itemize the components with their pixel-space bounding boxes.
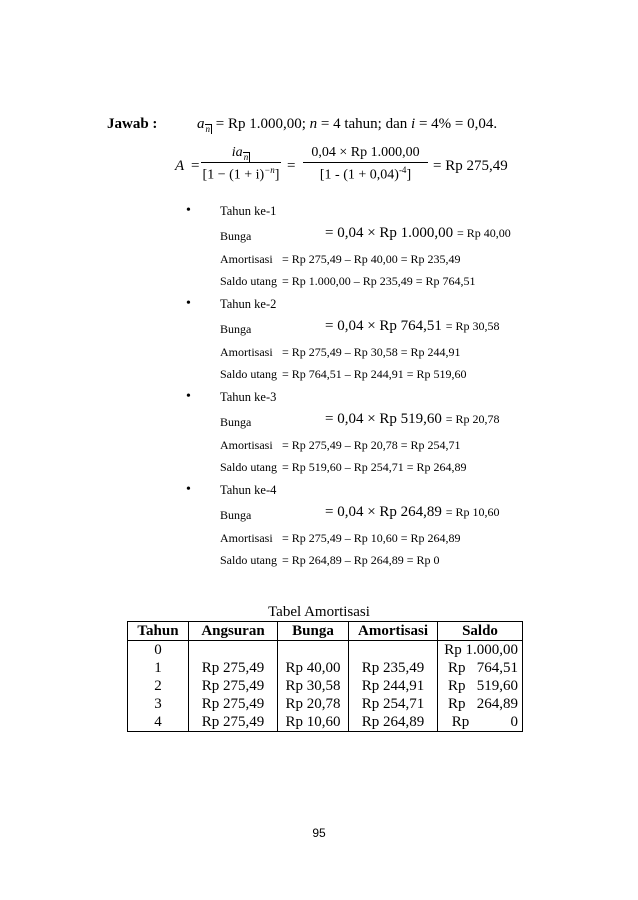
interest-label: Bunga — [220, 415, 252, 429]
interest-calc: = 0,04 × Rp 764,51 = Rp 30,58 — [325, 318, 500, 334]
column-header: Angsuran — [189, 622, 278, 641]
bullet-icon: • — [186, 482, 191, 497]
balance-label: Saldo utang — [220, 367, 277, 381]
balance-label: Saldo utang — [220, 460, 277, 474]
balance-label: Saldo utang — [220, 274, 277, 288]
formula-fraction-numeric: $\frac{0,04 \times Rp 1.000,00}{[1 - (1 + 0,04)^{-4}]}$ — [303, 145, 428, 184]
year-title: Tahun ke-3 — [220, 390, 277, 404]
balance-calc: = Rp 1.000,00 – Rp 235,49 = Rp 764,51 — [282, 274, 476, 288]
year-title: Tahun ke-1 — [220, 204, 277, 218]
page-number: 95 — [312, 826, 326, 840]
year-title: Tahun ke-2 — [220, 297, 277, 311]
amortization-calc: = Rp 275,49 – Rp 40,00 = Rp 235,49 — [282, 252, 461, 266]
bullet-icon: • — [186, 389, 191, 404]
amortization-label: Amortisasi — [220, 531, 273, 545]
formula-fraction-symbolic: $ia_n$ $[1 - (1 + i)^{-n}]$ — [202, 145, 280, 183]
table-row: 2 Rp 275,49 Rp 30,58 Rp 244,91 Rp 519,60 — [128, 677, 523, 695]
interest-label: Bunga — [220, 229, 252, 243]
table-row: 0 Rp 1.000,00 — [128, 641, 523, 660]
table-row: 1 Rp 275,49 Rp 40,00 Rp 235,49 Rp 764,51 — [128, 659, 523, 677]
interest-calc: = 0,04 × Rp 519,60 = Rp 20,78 — [325, 411, 500, 427]
amortization-calc: = Rp 275,49 – Rp 20,78 = Rp 254,71 — [282, 438, 461, 452]
amortization-label: Amortisasi — [220, 252, 273, 266]
answer-label: Jawab : — [107, 116, 158, 132]
balance-calc: = Rp 519,60 – Rp 254,71 = Rp 264,89 — [282, 460, 467, 474]
table-row: 4 Rp 275,49 Rp 10,60 Rp 264,89 Rp 0 — [128, 713, 523, 732]
interest-calc: = 0,04 × Rp 264,89 = Rp 10,60 — [325, 504, 500, 520]
year-title: Tahun ke-4 — [220, 483, 277, 497]
interest-label: Bunga — [220, 508, 252, 522]
balance-calc: = Rp 264,89 – Rp 264,89 = Rp 0 — [282, 553, 440, 567]
table-title: Tabel Amortisasi — [268, 604, 370, 620]
amortization-calc: = Rp 275,49 – Rp 30,58 = Rp 244,91 — [282, 345, 461, 359]
interest-calc: = 0,04 × Rp 1.000,00 = Rp 40,00 — [325, 225, 511, 241]
column-header: Saldo — [438, 622, 523, 641]
interest-label: Bunga — [220, 322, 252, 336]
amortization-label: Amortisasi — [220, 438, 273, 452]
balance-calc: = Rp 764,51 – Rp 244,91 = Rp 519,60 — [282, 367, 467, 381]
amortization-label: Amortisasi — [220, 345, 273, 359]
bullet-icon: • — [186, 203, 191, 218]
amortization-calc: = Rp 275,49 – Rp 10,60 = Rp 264,89 — [282, 531, 461, 545]
balance-label: Saldo utang — [220, 553, 277, 567]
bullet-icon: • — [186, 296, 191, 311]
given-values: $a_n = Rp$ 1.000,00; n = 4 tahun; dan i = 4% = 0,04. — [197, 116, 498, 134]
column-header: Tahun — [128, 622, 189, 641]
amortization-table — [127, 621, 523, 732]
table-row: 3 Rp 275,49 Rp 20,78 Rp 254,71 Rp 264,89 — [128, 695, 523, 713]
column-header: Amortisasi — [349, 622, 438, 641]
annuity-formula: A = $ia_n$ $[1 - (1 + i)^{-n}]$ = $\frac{0,04 \times Rp 1.000,00}{[1 - (1 + 0,04)^{-4}]}$ = Rp 275,49 — [175, 145, 508, 183]
column-header: Bunga — [278, 622, 349, 641]
